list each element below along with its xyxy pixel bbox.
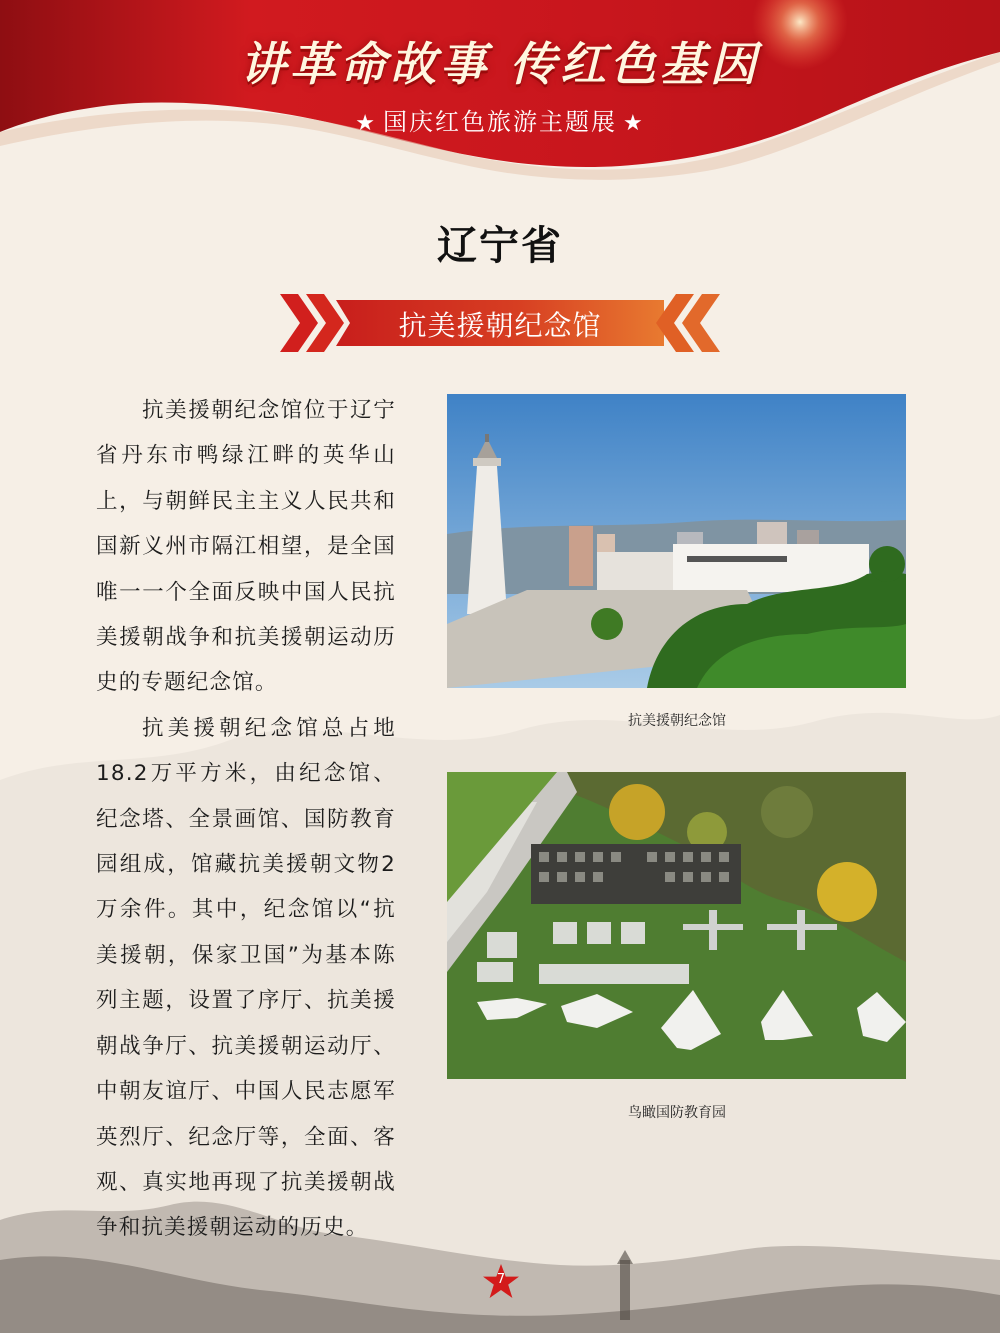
main-title: 讲革命故事 传红色基因 <box>239 37 760 91</box>
defense-park-aerial-photo <box>447 772 906 1079</box>
photo-caption: 抗美援朝纪念馆 <box>628 713 726 729</box>
paragraph: 抗美援朝纪念馆位于辽宁省丹东市鸭绿江畔的英华山上，与朝鲜民主主义人民共和国新义州市隔江相望，是全国唯一一个全面反映中国人民抗美援朝战争和抗美援朝运动历史的专题纪念馆。 <box>96 398 396 696</box>
page-number: 7 <box>496 1272 506 1287</box>
star-icon: ★ <box>355 111 377 136</box>
province-heading: 辽宁省 <box>437 223 563 269</box>
photo-caption: 鸟瞰国防教育园 <box>628 1105 726 1121</box>
section-ribbon <box>280 294 720 352</box>
subtitle <box>0 102 1000 137</box>
section-title: 抗美援朝纪念馆 <box>398 309 602 342</box>
paragraph: 抗美援朝纪念馆总占地18.2万平方米，由纪念馆、纪念塔、全景画馆、国防教育园组成，馆藏抗美援朝文物2万余件。其中，纪念馆以“抗美援朝，保家卫国”为基本陈列主题，设置了序厅、抗美援朝战争厅、抗美援朝运动厅、中朝友谊厅、中国人民志愿军英烈厅、纪念厅等，全面、客观、真实地再现了抗美援朝战争和抗美援朝运动的历史。 <box>96 715 396 1241</box>
subtitle-text: 国庆红色旅游主题展 <box>383 108 617 136</box>
article-body <box>96 388 396 1251</box>
memorial-hall-photo <box>447 394 906 688</box>
star-icon: ★ <box>623 111 645 136</box>
header-banner <box>0 0 1000 200</box>
